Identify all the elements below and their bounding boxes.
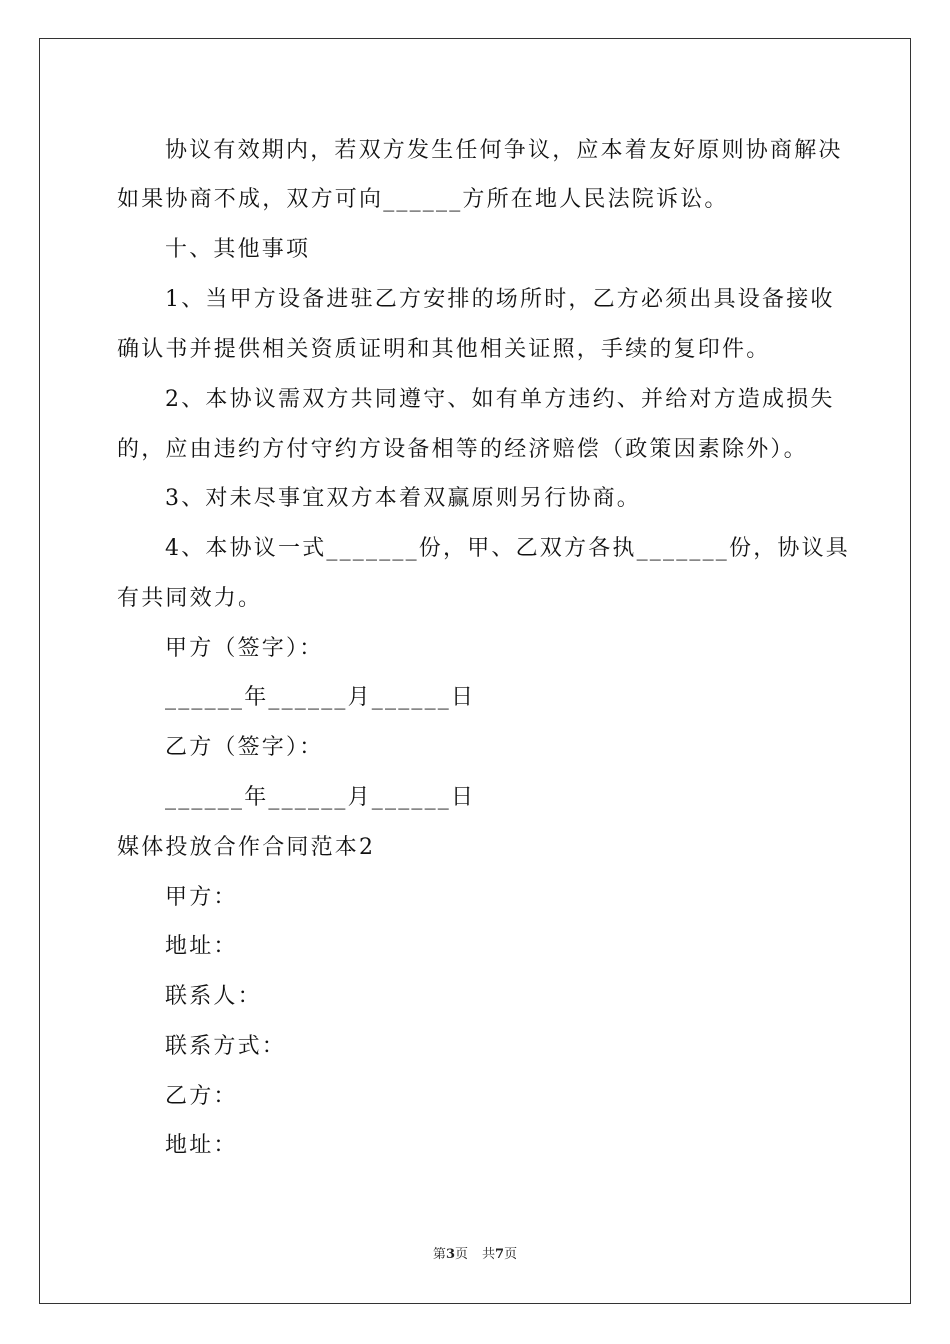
- contract-2-party-a-label: 甲方：: [165, 885, 238, 910]
- contract-2-title: 媒体投放合作合同范本2: [117, 835, 376, 860]
- contract-2-contact-person-label: 联系人：: [165, 984, 262, 1009]
- page-footer: [0, 1246, 950, 1264]
- paragraph-dispute-line-2: 如果协商不成，双方可向______方所在地人民法院诉讼。: [117, 187, 729, 212]
- clause-1-line-2: 确认书并提供相关资质证明和其他相关证照，手续的复印件。: [117, 337, 771, 362]
- page-total-count: 7: [495, 1247, 505, 1262]
- page-border: [39, 38, 911, 1304]
- page-number-suffix: 页: [454, 1247, 468, 1262]
- page-total-prefix: 共: [482, 1247, 496, 1262]
- party-b-signature-label: 乙方（签字）：: [165, 735, 324, 760]
- clause-3-line-1: 3、对未尽事宜双方本着双赢原则另行协商。: [165, 486, 641, 511]
- page-number-prefix: 第: [432, 1247, 446, 1262]
- contract-2-contact-method-label: 联系方式：: [165, 1034, 287, 1059]
- party-a-date-line: ______年______月______日: [165, 685, 476, 710]
- page-total-suffix: 页: [504, 1247, 518, 1262]
- clause-4-line-2: 有共同效力。: [117, 586, 263, 611]
- clause-4-line-1: 4、本协议一式_______份，甲、乙双方各执_______份，协议具: [165, 536, 850, 561]
- clause-2-line-2: 的，应由违约方付守约方设备相等的经济赔偿（政策因素除外）。: [117, 437, 808, 462]
- party-a-signature-label: 甲方（签字）：: [165, 636, 324, 661]
- contract-2-party-b-label: 乙方：: [165, 1084, 238, 1109]
- section-heading-other-matters: 十、其他事项: [165, 237, 311, 262]
- clause-1-line-1: 1、当甲方设备进驻乙方安排的场所时，乙方必须出具设备接收: [165, 287, 835, 312]
- party-b-date-line: ______年______月______日: [165, 785, 476, 810]
- contract-2-address-b-label: 地址：: [165, 1133, 238, 1158]
- paragraph-dispute-line-1: 协议有效期内，若双方发生任何争议，应本着友好原则协商解决: [165, 138, 843, 163]
- page-number-current: 3: [445, 1247, 455, 1262]
- contract-2-address-a-label: 地址：: [165, 934, 238, 959]
- clause-2-line-1: 2、本协议需双方共同遵守、如有单方违约、并给对方造成损失: [165, 387, 835, 412]
